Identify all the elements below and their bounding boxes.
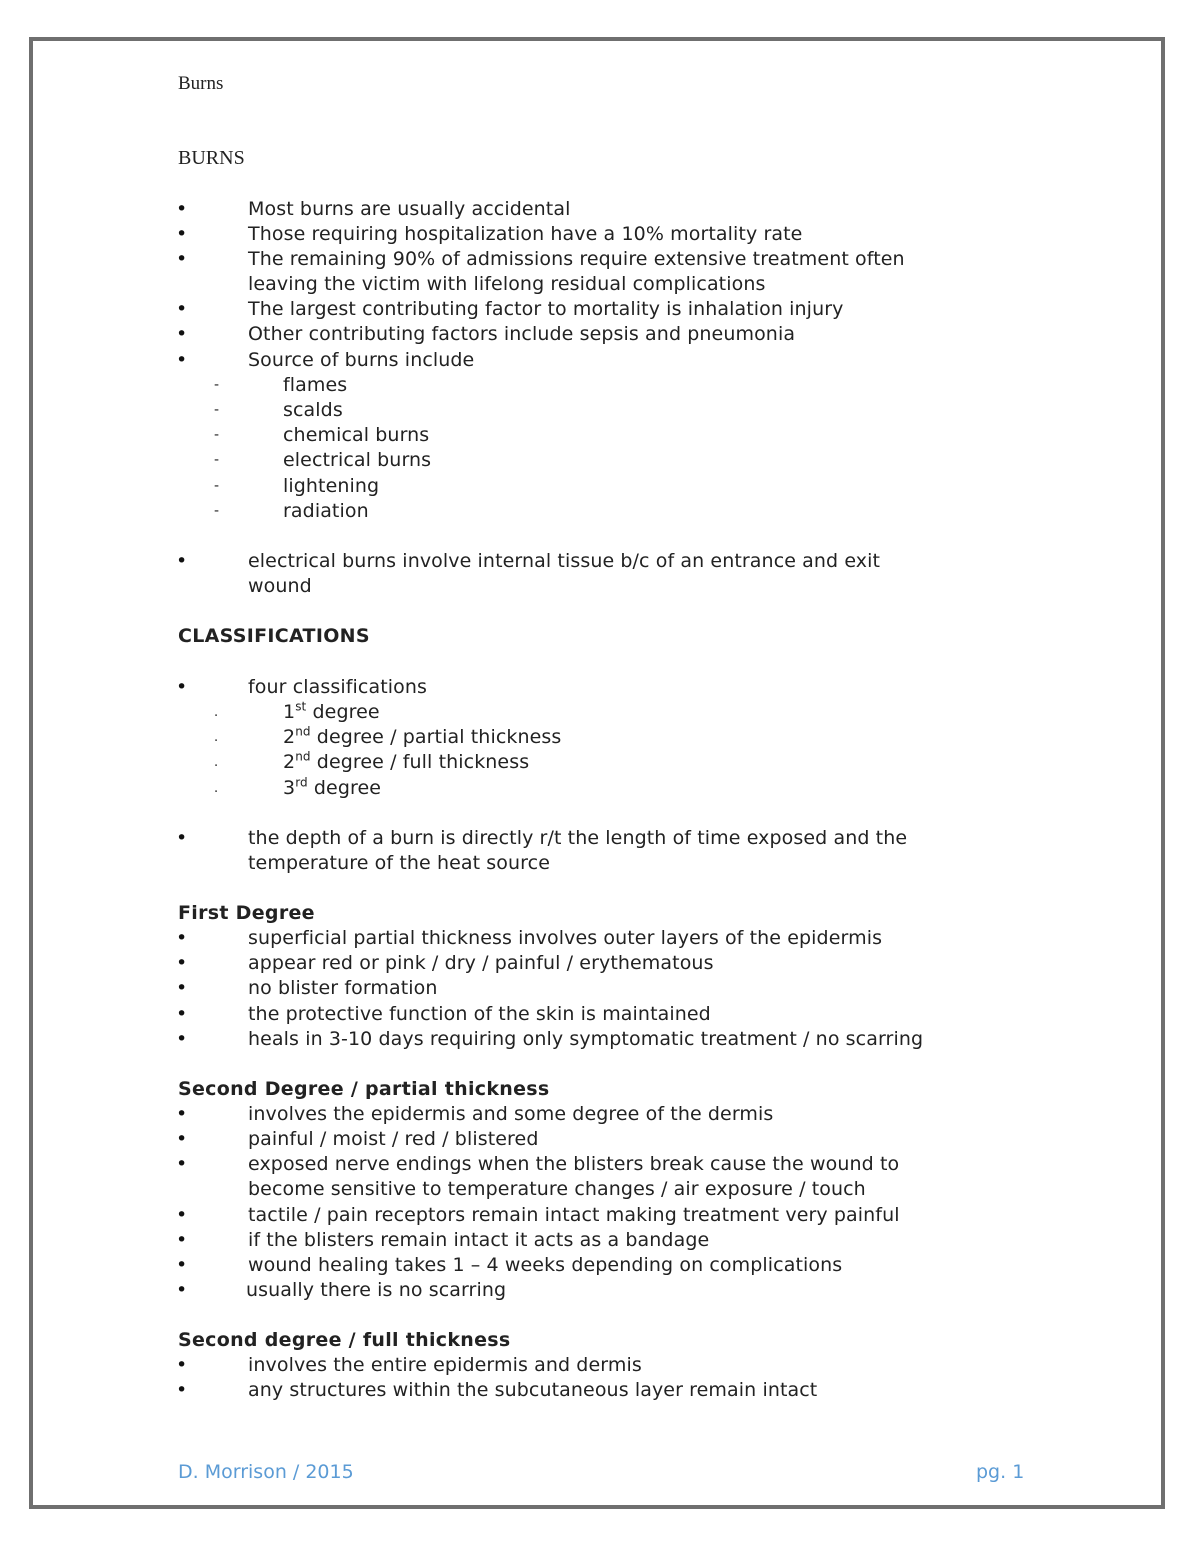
list-item: if the blisters remain intact it acts as a bandage <box>248 1229 710 1251</box>
classification-number: 2 <box>283 751 296 773</box>
classification-item <box>283 725 561 750</box>
list-item: the depth of a burn is directly r/t the length of time exposed and the <box>248 827 908 849</box>
bullet-icon: • <box>176 1103 188 1125</box>
list-item: four classifications <box>248 676 428 698</box>
bullet-icon: • <box>176 952 188 974</box>
page-content <box>33 41 1161 1505</box>
list-item: electrical burns involve internal tissue b/c of an entrance and exit <box>248 550 881 572</box>
list-item: Source of burns include <box>248 349 475 371</box>
list-item-continuation: temperature of the heat source <box>248 852 550 874</box>
footer-page-number: pg. 1 <box>976 1461 1025 1483</box>
dot-marker-icon: . <box>214 730 219 745</box>
bullet-icon: • <box>176 927 188 949</box>
sub-list-item: lightening <box>283 475 380 497</box>
bullet-icon: • <box>176 298 188 320</box>
bullet-icon: • <box>176 676 188 698</box>
list-item-continuation: become sensitive to temperature changes / air exposure / touch <box>248 1178 866 1200</box>
list-item: Other contributing factors include sepsis and pneumonia <box>248 323 796 345</box>
classification-text: degree / partial thickness <box>310 726 562 748</box>
page-header: Burns <box>178 73 224 94</box>
list-item: The remaining 90% of admissions require extensive treatment often <box>248 248 905 270</box>
bullet-icon: • <box>176 1153 188 1175</box>
first-degree-heading: First Degree <box>178 902 315 924</box>
ordinal-suffix: st <box>295 699 307 714</box>
footer-author: D. Morrison / 2015 <box>178 1461 354 1483</box>
bullet-icon: • <box>176 827 188 849</box>
list-item: wound healing takes 1 – 4 weeks depending on complications <box>248 1254 843 1276</box>
sub-list-item: flames <box>283 374 348 396</box>
ordinal-suffix: nd <box>295 749 311 764</box>
list-item: usually there is no scarring <box>246 1279 507 1301</box>
list-item: superficial partial thickness involves outer layers of the epidermis <box>248 927 883 949</box>
list-item: the protective function of the skin is maintained <box>248 1003 711 1025</box>
list-item: involves the epidermis and some degree of the dermis <box>248 1103 774 1125</box>
list-item: any structures within the subcutaneous layer remain intact <box>248 1379 818 1401</box>
list-item-continuation: wound <box>248 575 312 597</box>
bullet-icon: • <box>176 1279 188 1301</box>
classification-item <box>283 776 381 801</box>
dash-marker-icon: - <box>214 427 220 443</box>
bullet-icon: • <box>176 323 188 345</box>
dash-marker-icon: - <box>214 478 220 494</box>
bullet-icon: • <box>176 1229 188 1251</box>
classification-text: degree <box>306 701 380 723</box>
list-item: Most burns are usually accidental <box>248 198 571 220</box>
dash-marker-icon: - <box>214 452 220 468</box>
bullet-icon: • <box>176 1003 188 1025</box>
second-degree-partial-heading: Second Degree / partial thickness <box>178 1078 550 1100</box>
document-page <box>29 37 1165 1509</box>
dot-marker-icon: . <box>214 705 219 720</box>
classifications-heading: CLASSIFICATIONS <box>178 625 370 647</box>
sub-list-item: chemical burns <box>283 424 430 446</box>
list-item: painful / moist / red / blistered <box>248 1128 539 1150</box>
classification-text: degree <box>307 777 382 799</box>
bullet-icon: • <box>176 198 188 220</box>
list-item: involves the entire epidermis and dermis <box>248 1354 642 1376</box>
bullet-icon: • <box>176 1354 188 1376</box>
classification-number: 3 <box>283 777 296 799</box>
section-title: BURNS <box>178 147 245 169</box>
second-degree-full-heading: Second degree / full thickness <box>178 1329 511 1351</box>
sub-list-item: radiation <box>283 500 369 522</box>
list-item: The largest contributing factor to mortality is inhalation injury <box>248 298 844 320</box>
bullet-icon: • <box>176 1028 188 1050</box>
classification-number: 2 <box>283 726 296 748</box>
list-item: no blister formation <box>248 977 438 999</box>
classification-text: degree / full thickness <box>310 751 530 773</box>
bullet-icon: • <box>176 349 188 371</box>
bullet-icon: • <box>176 223 188 245</box>
bullet-icon: • <box>176 1379 188 1401</box>
sub-list-item: scalds <box>283 399 343 421</box>
classification-item <box>283 750 529 775</box>
bullet-icon: • <box>176 1204 188 1226</box>
dash-marker-icon: - <box>214 402 220 418</box>
list-item: tactile / pain receptors remain intact making treatment very painful <box>248 1204 900 1226</box>
classification-number: 1 <box>283 701 296 723</box>
dash-marker-icon: - <box>214 503 220 519</box>
dash-marker-icon: - <box>214 377 220 393</box>
list-item: exposed nerve endings when the blisters break cause the wound to <box>248 1153 900 1175</box>
list-item-continuation: leaving the victim with lifelong residual complications <box>248 273 766 295</box>
bullet-icon: • <box>176 550 188 572</box>
ordinal-suffix: rd <box>295 775 308 790</box>
dot-marker-icon: . <box>214 755 219 770</box>
dot-marker-icon: . <box>214 781 219 796</box>
bullet-icon: • <box>176 1128 188 1150</box>
bullet-icon: • <box>176 248 188 270</box>
list-item: appear red or pink / dry / painful / erythematous <box>248 952 714 974</box>
list-item: Those requiring hospitalization have a 10% mortality rate <box>248 223 803 245</box>
ordinal-suffix: nd <box>295 724 311 739</box>
bullet-icon: • <box>176 1254 188 1276</box>
bullet-icon: • <box>176 977 188 999</box>
sub-list-item: electrical burns <box>283 449 432 471</box>
list-item: heals in 3-10 days requiring only symptomatic treatment / no scarring <box>248 1028 924 1050</box>
classification-item <box>283 700 380 725</box>
